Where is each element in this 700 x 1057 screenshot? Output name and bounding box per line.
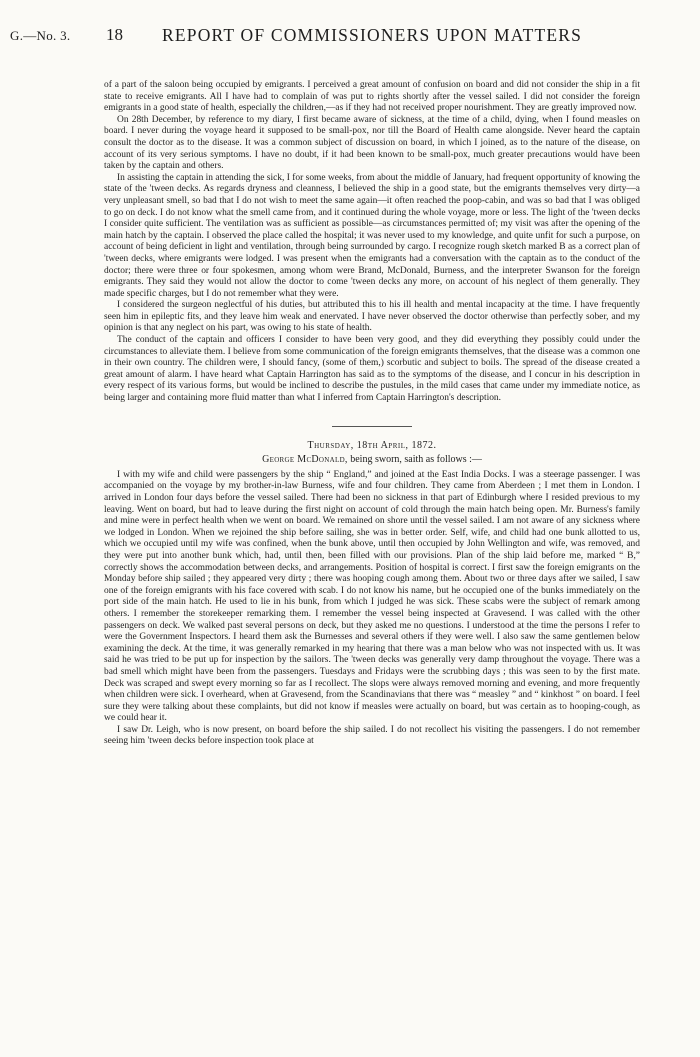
- witness-name: George McDonald,: [262, 454, 348, 466]
- paragraph: On 28th December, by reference to my diary, I first became aware of sickness, at the time of a child, dying, when I found measles on board. I never during the voyage heard it supposed to be small-pox, nor till the Board of Health came alongside. Never heard the captain consult the doctor as to the disease. It was a common subject of discussion on board, in which I joined, as to the nature of the disease, on account of its very serious symptoms. I have no doubt, if it had been known to be small-pox, much greater precautions would have been taken by the captain and others.: [104, 114, 640, 172]
- paragraph: I with my wife and child were passengers by the ship “ England,” and joined at the East India Docks. I was a steerage passenger. I was accompanied on the voyage by my brother-in-law Burness, wife and four children. They came from Aberdeen ; I met them in London. I arrived in London four days before the vessel sailed. There had been no sickness in that part of Edinburgh where I resided previous to my leaving. Went on board, but had to leave during the first night on account of cold through the main hatch being open. Mr. Burness's family and mine were in perfect health when we went on board. We remained on shore until the vessel sailed. I am not aware of any sickness where we lodged in London. When we rejoined the ship before sailing, she was in better order. Self, wife, and child had one bunk allotted to us, which we occupied until my wife was confined, when the bunk above, until then occupied by John Wellington and wife, was removed, and they were put into another bunk which, had, until then, been filled with our provisions. Plan of the ship laid before me, marked “ B,” correctly shows the accommodation between decks, and arrangements. Position of hospital is correct. I first saw the foreign emigrants on the Monday before ship sailed ; they appeared very dirty ; there was hooping cough among them. About two or three days after we sailed, I saw one of the foreign emigrants with his face covered with scab. I do not know his name, but he occupied one of the bunks immediately on the port side of the main hatch. He used to lie in his bunk, from which I judged he was sick. These scabs were the subject of remark among others. I remember the storekeeper remarking them. I remember the vessel being inspected at Gravesend. I was called with the other passengers on deck. We walked past several persons on deck, but they asked me no questions. I understood at the time the persons I refer to were the Government Inspectors. I heard them ask the Burnesses and several others if they were well. I also saw the same gentlemen below examining the deck. At the time, it was generally remarked in my hearing that there was a man below who was not inspected with us. It was said he was tried to be put up for inspection by the sailors. The 'tween decks was generally very damp throughout the voyage. There was a bad smell which might have been from the passengers. Tuesdays and Fridays were the scrubbing days ; this was seen to by the first mate. Deck was scraped and swept every morning so far as I recollect. The slops were always removed morning and evening, and more frequently when children were sick. I overheard, when at Gravesend, from the Scandinavians that there was “ measley ” and “ kinkhost ” on board. I feel sure they were talking about these complaints, but did not know if measles were actually on board, but was certain as to hooping-cough, as we could hear it.: [104, 469, 640, 724]
- paragraph: I considered the surgeon neglectful of his duties, but attributed this to his ill health and mental incapacity at the time. I have frequently seen him in epileptic fits, and they leave him weak and enervated. I have never observed the doctor otherwise than perfectly sober, and my opinion is that any neglect on his part, was owing to his state of health.: [104, 300, 640, 334]
- paragraph: I saw Dr. Leigh, who is now present, on board before the ship sailed. I do not recollect his visiting the passengers. I do not remember seeing him 'tween decks before inspection took place at: [104, 724, 640, 747]
- section-divider: [332, 426, 412, 427]
- page-body: [104, 80, 640, 748]
- page-number: 18: [106, 25, 123, 44]
- section-dateline: Thursday, 18th April, 1872.: [307, 439, 437, 451]
- series-label: G.—No. 3.: [10, 28, 71, 43]
- witness-sworn: being sworn, saith as follows :—: [347, 454, 482, 466]
- witness-heading: [104, 454, 640, 466]
- running-title: REPORT OF COMMISSIONERS UPON MATTERS: [162, 25, 583, 45]
- paragraph: of a part of the saloon being occupied by emigrants. I perceived a great amount of confusion on board and did not consider the ship in a fit state to receive emigrants. All I have had to complain of was put to rights shortly after the vessel sailed. I did not consider the foreign emigrants in a good state of health, especially the children,—as if they had not received proper nourishment. They are greatly improved now.: [104, 80, 640, 114]
- page-header: [10, 24, 690, 48]
- paragraph: The conduct of the captain and officers I consider to have been very good, and they did everything they possibly could under the circumstances to alleviate them. I believe from some communication of the foreign emigrants themselves, that the disease was a common one in their own country. The children were, I should fancy, (some of them,) scorbutic and subject to boils. The spread of the disease created a great amount of alarm. I have heard what Captain Harrington has said as to the symptoms of the disease, and I concur in his description in every respect of its various forms, but would be inclined to describe the pustules, in the mild cases that came under my immediate notice, as being larger and containing more fluid matter than what I inferred from Captain Harrington's description.: [104, 335, 640, 404]
- paragraph: In assisting the captain in attending the sick, I for some weeks, from about the middle of January, had frequent opportunity of knowing the state of the 'tween decks. As regards dryness and cleanness, I believed the ship in a good state, but the emigrants themselves very dirty—a very unpleasant smell, so bad that I do not wish to meet the same again—it often reached the poop-cabin, and was so bad that I was obliged to go on deck. I do not know what the smell came from, and it continued during the whole voyage, more or less. The light of the 'tween decks I consider quite sufficient. The ventilation was as sufficient as possible—as circumstances permitted of; my visit was after the opening of the main hatch by the captain. I observed the place called the hospital; it was never used to my knowledge, and quite unfit for such a purpose, on account of being deficient in light and ventilation, through being surrounded by cargo. I recognize rough sketch marked B as a correct plan of 'tween decks, where emigrants were lodged. I was present when the emigrants had a conversation with the captain as to the conduct of the doctor; there were three or four spokesmen, among whom were Brand, McDonald, Burness, and the interpreter Swanson for the foreign emigrants. They said they would not allow the doctor to come 'tween decks any more, on account of his neglect of them generally. They made specific charges, but I do not remember what they were.: [104, 172, 640, 299]
